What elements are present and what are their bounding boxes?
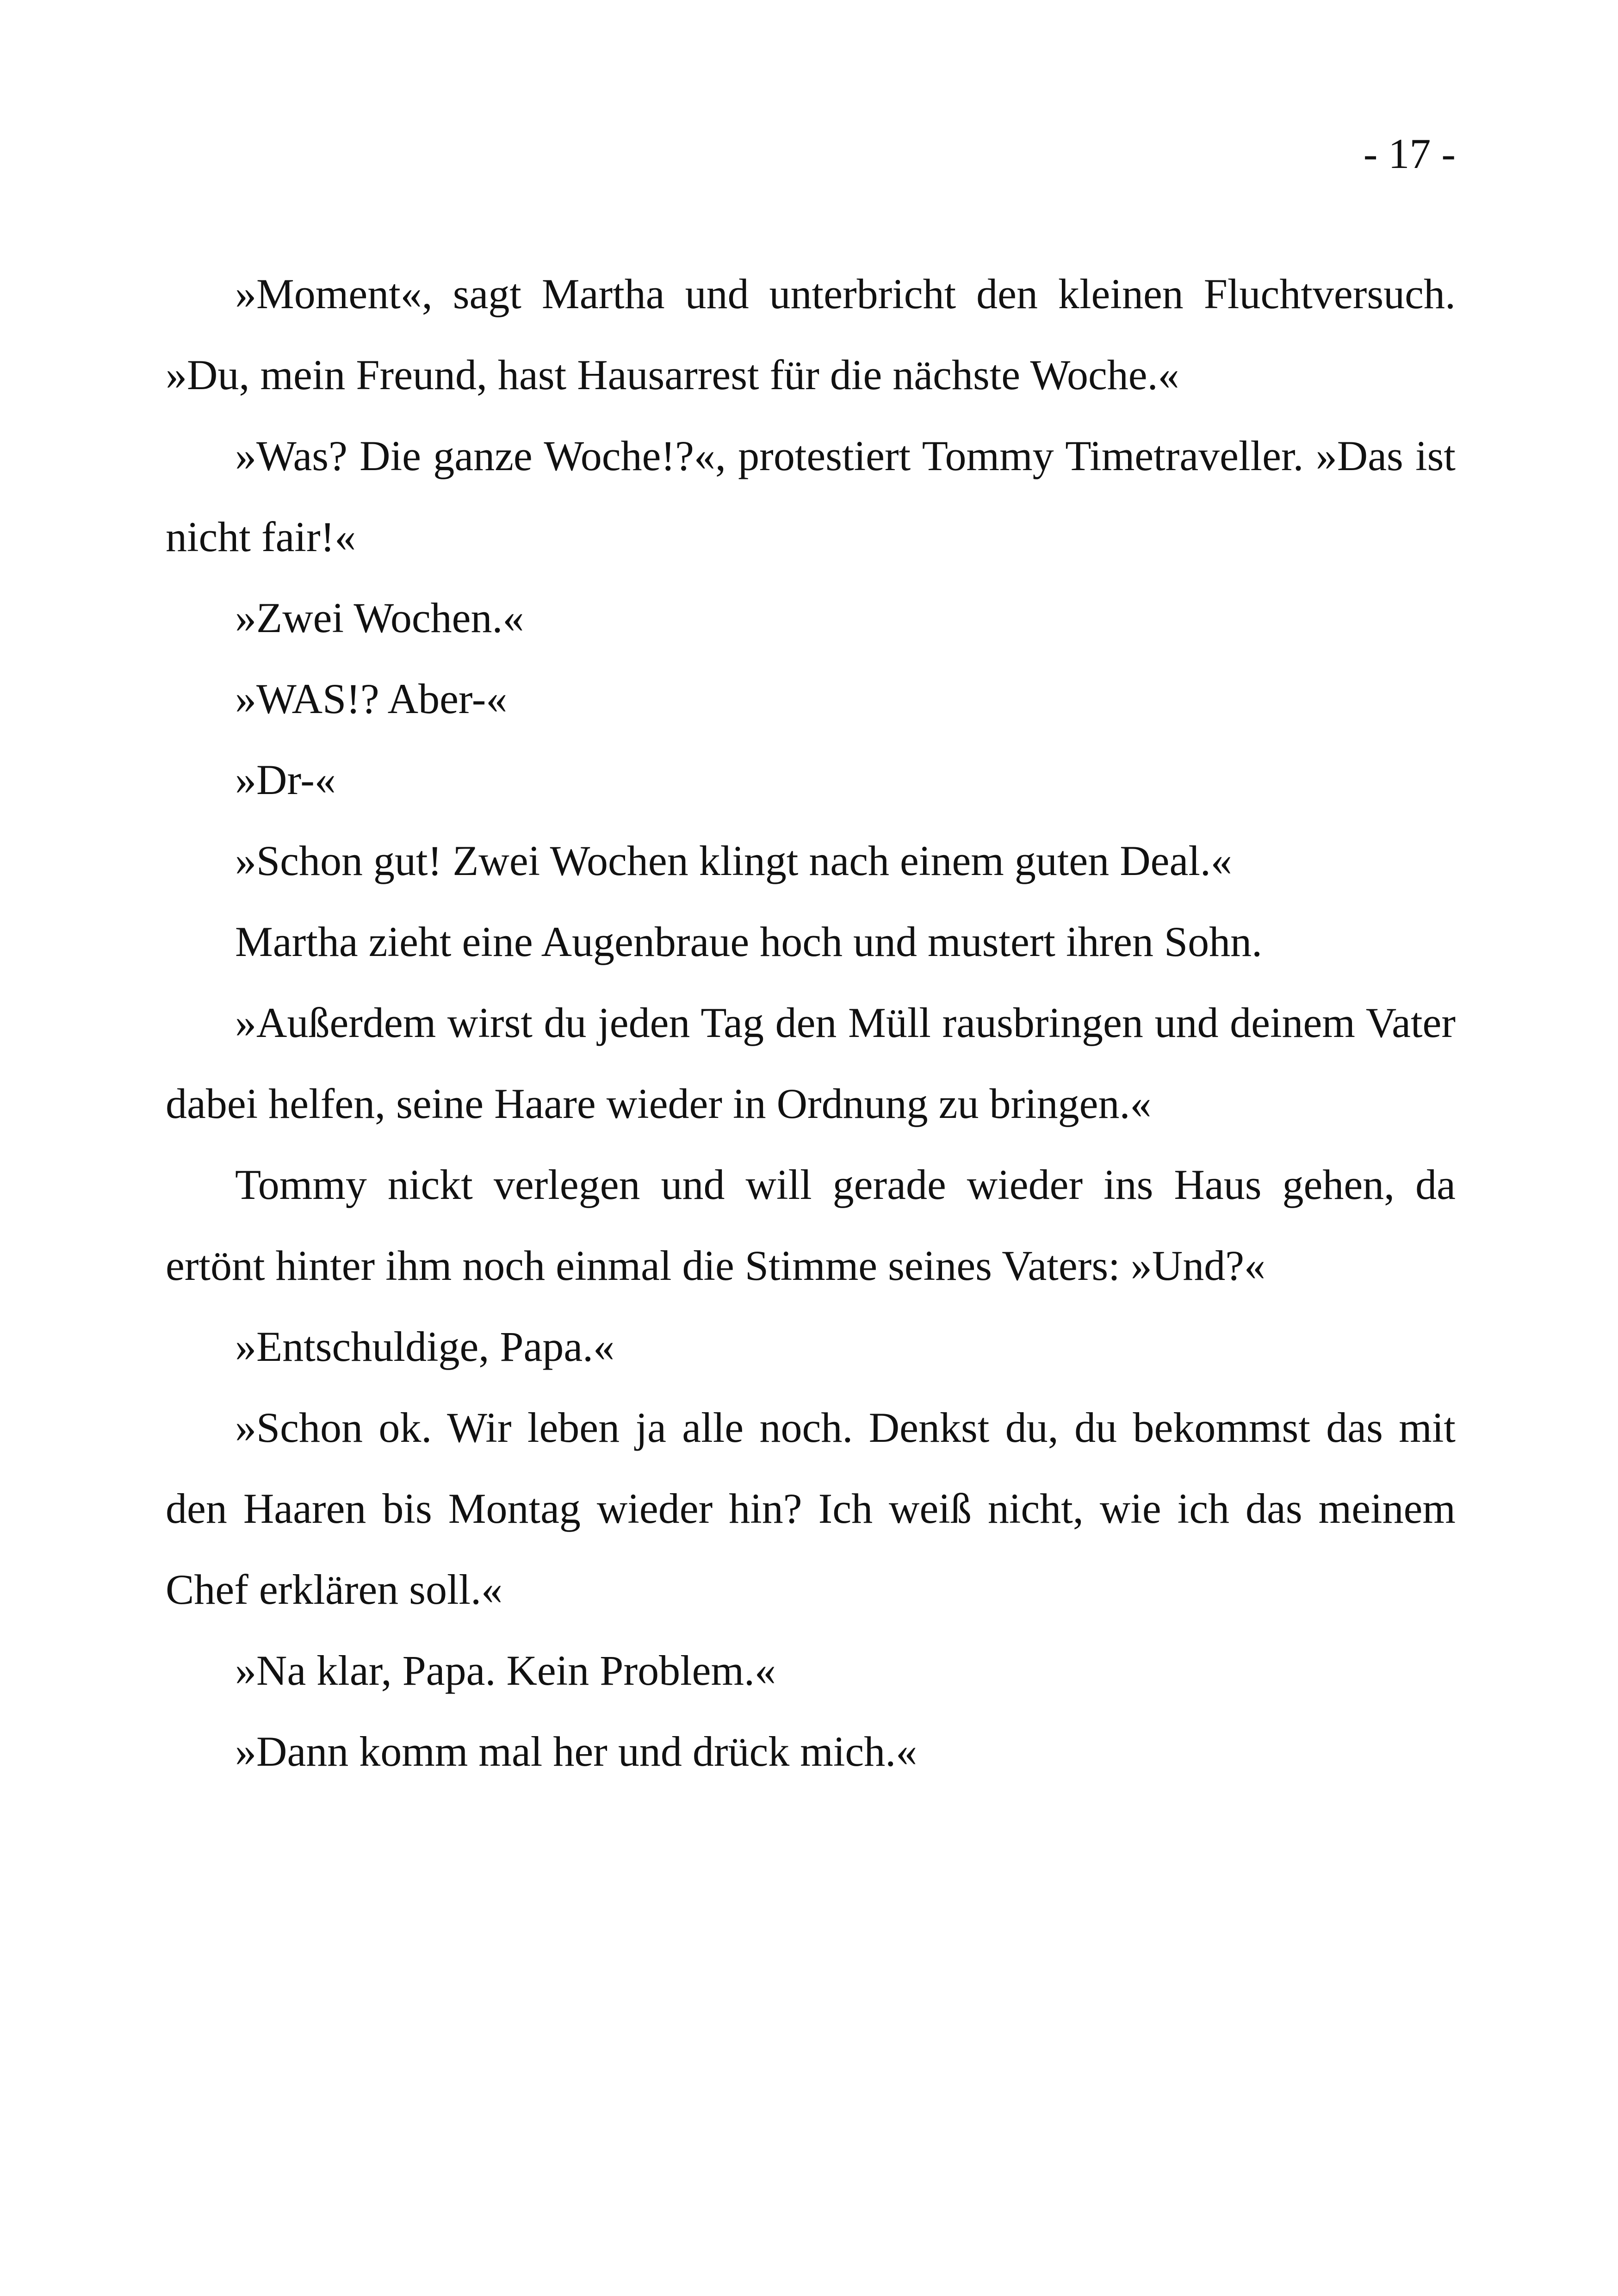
paragraph: »Außerdem wirst du jeden Tag den Müll rausbringen und deinem Vater dabei helfen, seine Haare wieder in Ordnung zu bringen.« xyxy=(166,999,1456,1127)
paragraph: »Entschuldige, Papa.« xyxy=(235,1323,615,1370)
paragraph: »Moment«, sagt Martha und unterbricht den kleinen Fluchtversuch. »Du, mein Freund, hast Hausarrest für die nächste Woche.« xyxy=(166,270,1456,398)
body-text xyxy=(166,254,1456,1792)
paragraph: »Dr-« xyxy=(235,756,336,803)
paragraph: »Was? Die ganze Woche!?«, protestiert Tommy Timetraveller. »Das ist nicht fair!« xyxy=(166,432,1456,560)
paragraph: »WAS!? Aber-« xyxy=(235,675,508,722)
paragraph: »Schon gut! Zwei Wochen klingt nach einem guten Deal.« xyxy=(235,837,1232,884)
paragraph: »Na klar, Papa. Kein Problem.« xyxy=(235,1647,776,1694)
paragraph: Tommy nickt verlegen und will gerade wieder ins Haus gehen, da ertönt hinter ihm noch einmal die Stimme seines Vaters: »Und?« xyxy=(166,1161,1456,1289)
paragraph: »Schon ok. Wir leben ja alle noch. Denkst du, du bekommst das mit den Haaren bis Montag wieder hin? Ich weiß nicht, wie ich das meinem Chef erklären soll.« xyxy=(166,1404,1456,1613)
paragraph: Martha zieht eine Augenbraue hoch und mustert ihren Sohn. xyxy=(235,918,1263,965)
paragraph: »Zwei Wochen.« xyxy=(235,594,524,641)
page-number: - 17 - xyxy=(1363,130,1456,177)
paragraph: »Dann komm mal her und drück mich.« xyxy=(235,1728,917,1775)
